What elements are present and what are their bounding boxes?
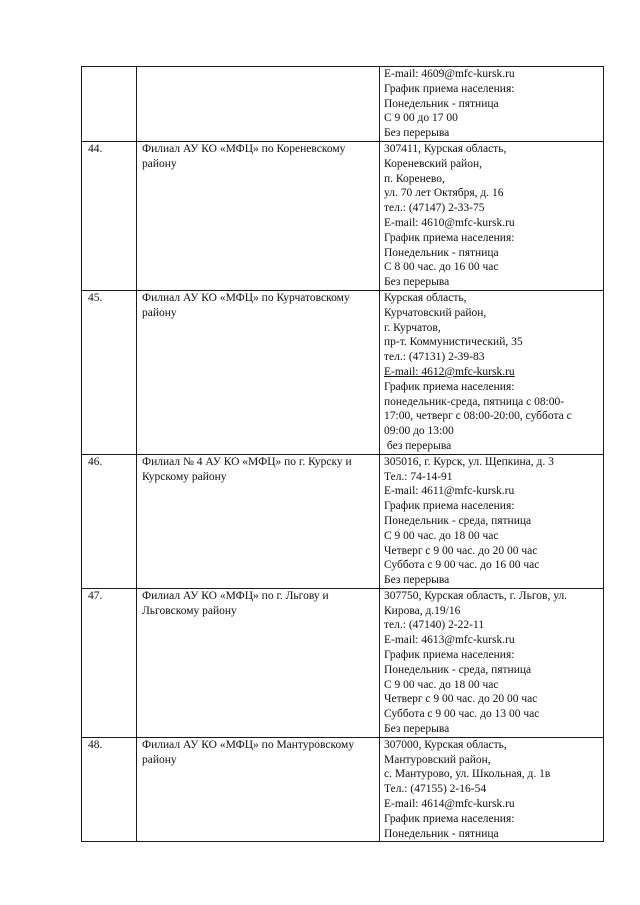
contact-line: ул. 70 лет Октября, д. 16 <box>384 187 504 200</box>
contact-line: С 9 00 час. до 18 00 час <box>384 678 499 691</box>
table-row <box>82 737 604 842</box>
contact-line: 17:00, четверг с 08:00-20:00, суббота с <box>384 410 572 423</box>
contact-line: E-mail: 4611@mfc-kursk.ru <box>384 485 515 498</box>
contact-line: без перерыва <box>384 439 452 452</box>
contact-line: 09:00 до 13:00 <box>384 425 454 438</box>
contact-line: Тел.: (47155) 2-16-54 <box>384 783 487 796</box>
contact-line: Мантуровский район, <box>384 753 491 766</box>
contact-line: 307750, Курская область, г. Льгов, ул. <box>384 589 568 602</box>
contact-line: понедельник-среда, пятница с 08:00- <box>384 395 565 408</box>
contact-line: E-mail: 4609@mfc-kursk.ru <box>384 68 515 80</box>
email-link[interactable]: E-mail: 4612@mfc-kursk.ru <box>384 365 515 378</box>
branch-name <box>137 67 380 142</box>
branch-contact-cell <box>380 67 604 142</box>
branch-contact-cell <box>380 454 604 588</box>
contact-line: Четверг с 9 00 час. до 20 00 час <box>384 544 538 557</box>
contact-line: Без перерыва <box>384 574 450 587</box>
table-row <box>82 454 604 588</box>
contact-line: Понедельник - пятница <box>384 97 499 110</box>
contact-line: Понедельник - среда, пятница <box>384 663 532 676</box>
contact-line: Суббота с 9 00 час. до 16 00 час <box>384 559 540 572</box>
contact-line: Без перерыва <box>384 276 450 289</box>
contact-line: 307000, Курская область, <box>384 738 507 751</box>
contact-line: 305016, г. Курск, ул. Щепкина, д. 3 <box>384 455 554 468</box>
contact-line: Четверг с 9 00 час. до 20 00 час <box>384 693 538 706</box>
contact-line: Курская область, <box>384 291 467 304</box>
row-number: 46. <box>82 454 137 588</box>
contact-line: п. Коренево, <box>384 172 445 185</box>
table-row <box>82 141 604 290</box>
contact-line: График приема населения: <box>384 82 515 95</box>
branch-contact-cell <box>380 141 604 290</box>
row-number: 44. <box>82 141 137 290</box>
contact-line: Понедельник - пятница <box>384 827 499 840</box>
branch-name: Филиал АУ КО «МФЦ» по Курчатовскому району <box>137 290 380 454</box>
contact-line: С 9 00 час. до 18 00 час <box>384 529 499 542</box>
contact-line: г. Курчатов, <box>384 321 441 334</box>
contact-line: Без перерыва <box>384 127 450 140</box>
contact-line: Тел.: 74-14-91 <box>384 470 453 483</box>
contact-line: Кореневский район, <box>384 157 482 170</box>
branch-name: Филиал № 4 АУ КО «МФЦ» по г. Курску и Курскому району <box>137 454 380 588</box>
contact-line: E-mail: 4610@mfc-kursk.ru <box>384 216 515 229</box>
contact-line: График приема населения: <box>384 812 515 825</box>
contact-line: График приема населения: <box>384 649 515 662</box>
row-number: 47. <box>82 588 137 737</box>
contact-line: E-mail: 4613@mfc-kursk.ru <box>384 634 515 647</box>
branch-name: Филиал АУ КО «МФЦ» по Кореневскому району <box>137 141 380 290</box>
table-row <box>82 290 604 454</box>
branch-name: Филиал АУ КО «МФЦ» по г. Льгову и Льговскому району <box>137 588 380 737</box>
contact-line: Курчатовский район, <box>384 306 487 319</box>
contact-line: тел.: (47131) 2-39-83 <box>384 351 485 364</box>
branch-name: Филиал АУ КО «МФЦ» по Мантуровскому району <box>137 737 380 842</box>
contact-line: с. Мантурово, ул. Школьная, д. 1в <box>384 768 551 781</box>
branches-table <box>81 66 604 842</box>
row-number: 48. <box>82 737 137 842</box>
branch-contact-cell <box>380 588 604 737</box>
contact-line: Кирова, д.19/16 <box>384 604 461 617</box>
contact-line: Понедельник - пятница <box>384 246 499 259</box>
contact-line: E-mail: 4614@mfc-kursk.ru <box>384 798 515 811</box>
table-row <box>82 67 604 142</box>
row-number: 45. <box>82 290 137 454</box>
row-number <box>82 67 137 142</box>
contact-line: Понедельник - среда, пятница <box>384 514 532 527</box>
branch-contact-cell <box>380 737 604 842</box>
contact-line: С 8 00 час. до 16 00 час <box>384 261 499 274</box>
contact-line: Без перерыва <box>384 723 450 736</box>
contact-line: тел.: (47147) 2-33-75 <box>384 202 485 215</box>
contact-line: Суббота с 9 00 час. до 13 00 час <box>384 708 540 721</box>
contact-line: С 9 00 до 17 00 <box>384 112 458 125</box>
contact-line: 307411, Курская область, <box>384 142 507 155</box>
branch-contact-cell <box>380 290 604 454</box>
contact-line: График приема населения: <box>384 231 515 244</box>
table-row <box>82 588 604 737</box>
contact-line: График приема населения: <box>384 500 515 513</box>
contact-line: пр-т. Коммунистический, 35 <box>384 336 523 349</box>
contact-line: График приема населения: <box>384 380 515 393</box>
contact-line: тел.: (47140) 2-22-11 <box>384 619 485 632</box>
